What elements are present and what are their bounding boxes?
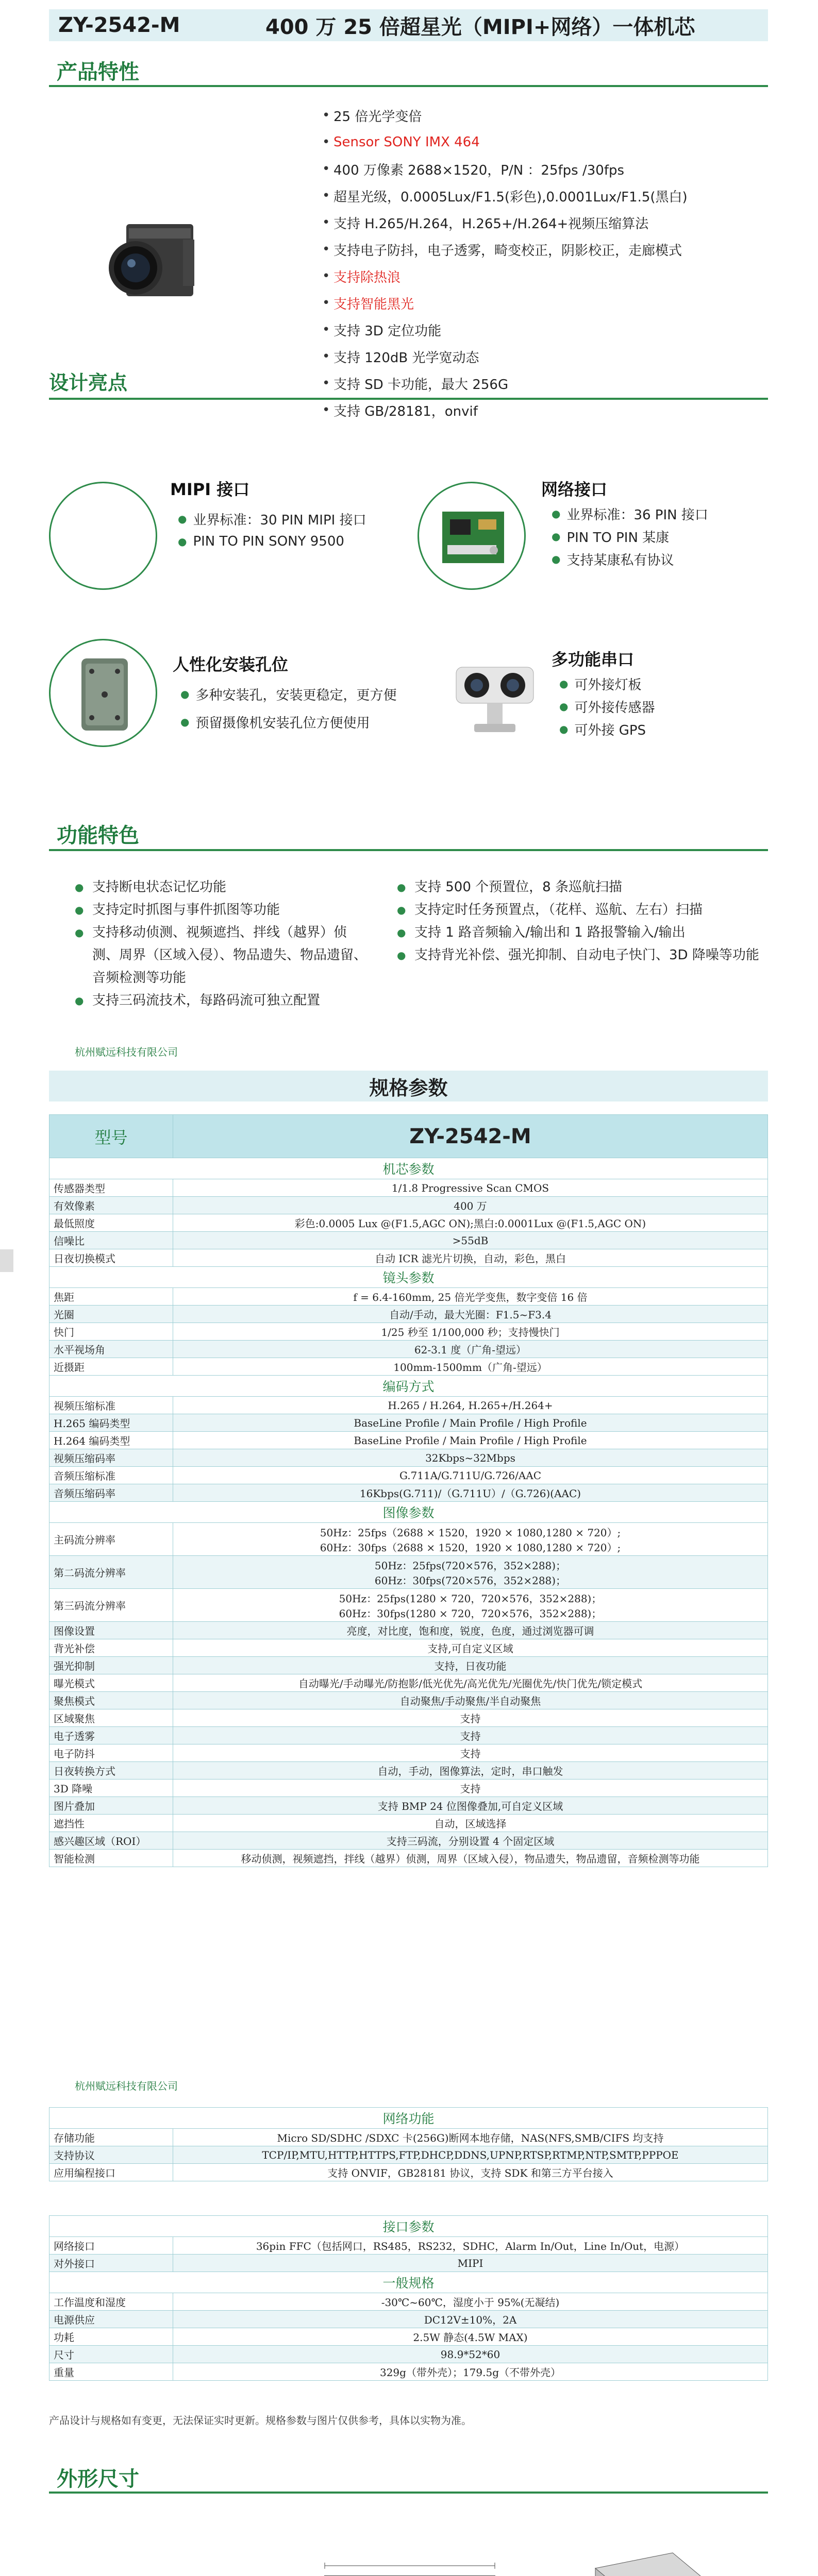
table-row: [49, 1484, 768, 1502]
spec-value: 400 万: [173, 1197, 768, 1214]
serial-list: [559, 672, 655, 740]
spec-key: 日夜转换方式: [49, 1762, 173, 1780]
spec-key: 遮挡性: [49, 1815, 173, 1832]
spec-key: 焦距: [49, 1288, 173, 1306]
spec-key: 支持协议: [49, 2146, 173, 2164]
table-row: [49, 1815, 768, 1832]
function-item: [75, 989, 369, 1012]
spec-key: 视频压缩标准: [49, 1397, 173, 1414]
feature-text: 支持 H.265/H.264，H.265+/H.264+视频压缩算法: [333, 216, 649, 232]
spec-value: 自动/手动，最大光圈：F1.5~F3.4: [173, 1306, 768, 1323]
function-text: 支持定时任务预置点，（花样、巡航、左右）扫描: [414, 902, 703, 918]
feature-text: 支持 SD 卡功能，最大 256G: [333, 377, 509, 393]
header-bar: [49, 9, 768, 41]
spec-value: 自动聚焦/手动聚焦/半自动聚焦: [173, 1692, 768, 1709]
spec-key: 尺寸: [49, 2346, 173, 2363]
table-row: [49, 1397, 768, 1414]
spec-key: H.265 编码类型: [49, 1414, 173, 1432]
spec-key: 视频压缩码率: [49, 1449, 173, 1467]
header-model: ZY-2542-M: [58, 13, 180, 37]
table-row: [49, 1249, 768, 1267]
feature-item: [322, 182, 786, 209]
table-section-header: [49, 2108, 768, 2129]
table-row: [49, 1214, 768, 1232]
spec-key: 感兴趣区域（ROI）: [49, 1832, 173, 1850]
mipi-circle: [49, 482, 157, 590]
feature-text: 支持电子防抖，电子透雾，畸变校正，阴影校正，走廊模式: [333, 243, 682, 259]
function-item: [397, 876, 768, 899]
camera-module-image: [106, 219, 198, 304]
feature-text: Sensor SONY IMX 464: [333, 134, 480, 150]
table-row: [49, 2146, 768, 2164]
section-divider: [49, 849, 768, 851]
feature-text: 支持智能黑光: [333, 296, 414, 312]
table-row: [49, 1622, 768, 1639]
spec-key: 第三码流分辨率: [49, 1589, 173, 1622]
design-highlights-title: 设计亮点: [49, 371, 128, 394]
spec-title: 规格参数: [49, 1071, 768, 1101]
function-list-left: [75, 876, 369, 1012]
spec-key: 图像设置: [49, 1622, 173, 1639]
table-row: [49, 2293, 768, 2311]
table-row: [49, 1341, 768, 1358]
function-text: 支持 500 个预置位，8 条巡航扫描: [414, 879, 622, 895]
bullet-icon: ●: [75, 881, 84, 893]
spec-key: 聚焦模式: [49, 1692, 173, 1709]
table-row: [49, 1232, 768, 1249]
feature-item: [322, 370, 786, 397]
mount-title: 人性化安装孔位: [173, 655, 289, 674]
spec-value: 1/1.8 Progressive Scan CMOS: [173, 1179, 768, 1197]
feature-item: [322, 129, 786, 156]
section-header-cell: 机芯参数: [49, 1158, 768, 1179]
function-text: 支持三码流技术，每路码流可独立配置: [92, 993, 321, 1008]
table-row: [49, 2328, 768, 2346]
bullet-icon: ●: [178, 535, 187, 548]
spec-key: 背光补偿: [49, 1639, 173, 1657]
spec-value: 支持: [173, 1780, 768, 1797]
bullet-icon: ●: [559, 723, 569, 735]
table-row: [49, 2255, 768, 2272]
section-header-cell: 镜头参数: [49, 1267, 768, 1288]
bullet-icon: •: [322, 108, 330, 123]
spec-key: 快门: [49, 1323, 173, 1341]
list-item: ● PIN TO PIN SONY 9500: [178, 534, 344, 549]
list-item: ● PIN TO PIN 某康: [552, 530, 670, 546]
spec-value: BaseLine Profile / Main Profile / High Profile: [173, 1432, 768, 1449]
feature-text: 支持 120dB 光学宽动态: [333, 350, 479, 366]
table-row: [49, 1323, 768, 1341]
table-row: [49, 2363, 768, 2381]
bullet-icon: •: [322, 268, 330, 284]
spec-value: 支持 ONVIF，GB28181 协议，支持 SDK 和第三方平台接入: [173, 2164, 768, 2181]
product-features-title: 产品特性: [57, 60, 139, 84]
table-row: [49, 1832, 768, 1850]
spec-value: 亮度，对比度，饱和度，锐度，色度，通过浏览器可调: [173, 1622, 768, 1639]
camera-3d-image: [564, 2537, 719, 2576]
table-row: [49, 1709, 768, 1727]
bullet-icon: ●: [397, 904, 406, 916]
spec-key: 对外接口: [49, 2255, 173, 2272]
table-section-header: [49, 1267, 768, 1288]
spec-value: 16Kbps(G.711)/（G.711U）/（G.726)(AAC): [173, 1484, 768, 1502]
bullet-icon: •: [322, 402, 330, 418]
serial-title: 多功能串口: [552, 650, 635, 669]
spec-value: Micro SD/SDHC /SDXC 卡(256G)断网本地存储，NAS(NFS,SMB/CIFS 均支持: [173, 2129, 768, 2146]
table-row: [49, 1414, 768, 1432]
table-row: [49, 1556, 768, 1589]
spec-value: 移动侦测，视频遮挡，拌线（越界）侦测，周界（区域入侵），物品遗失，物品遗留，音频检测等功能: [173, 1850, 768, 1867]
feature-text: 超星光级，0.0005Lux/F1.5(彩色),0.0001Lux/F1.5(黑白): [333, 189, 688, 205]
mipi-title: MIPI 接口: [170, 480, 250, 499]
bullet-icon: ●: [75, 994, 84, 1007]
table-row: [49, 1179, 768, 1197]
spec-value: 2.5W 静态(4.5W MAX): [173, 2328, 768, 2346]
spec-value: 自动 ICR 滤光片切换，自动，彩色，黑白: [173, 1249, 768, 1267]
network-board-image: [418, 482, 526, 590]
table-row: [49, 1674, 768, 1692]
function-item: [75, 876, 369, 899]
mount-holes-image: [49, 639, 157, 747]
bullet-icon: •: [322, 322, 330, 337]
section-header-cell: 一般规格: [49, 2272, 768, 2293]
model-value: ZY-2542-M: [173, 1115, 768, 1158]
spec-network-table: [49, 2107, 768, 2181]
function-text: 支持定时抓图与事件抓图等功能: [92, 902, 280, 918]
spec-value: 1/25 秒至 1/100,000 秒；支持慢快门: [173, 1323, 768, 1341]
spec-key: 电子透雾: [49, 1727, 173, 1744]
section-header-cell: 接口参数: [49, 2216, 768, 2237]
bullet-icon: ●: [397, 881, 406, 893]
feature-item: [322, 316, 786, 343]
table-row: [49, 1288, 768, 1306]
section-header-cell: 图像参数: [49, 1502, 768, 1523]
list-item: ● 业界标准：30 PIN MIPI 接口: [178, 512, 366, 528]
feature-item: [322, 209, 786, 236]
list-item: ● 可外接传感器: [559, 700, 655, 716]
table-row: [49, 1432, 768, 1449]
table-row: [49, 1762, 768, 1780]
spec-value: 支持，日夜功能: [173, 1657, 768, 1674]
table-row: [49, 1692, 768, 1709]
spec-value: 支持,可自定义区域: [173, 1639, 768, 1657]
bullet-icon: ●: [75, 904, 84, 916]
feature-text: 支持 GB/28181，onvif: [333, 403, 478, 419]
bullet-icon: ●: [552, 553, 561, 565]
function-item: [397, 944, 768, 967]
table-row: [49, 2164, 768, 2181]
bullet-icon: ●: [178, 513, 187, 525]
table-section-header: [49, 1158, 768, 1179]
function-item: [397, 921, 768, 944]
spec-key: H.264 编码类型: [49, 1432, 173, 1449]
section-header-cell: 编码方式: [49, 1376, 768, 1397]
ptz-camera-image: [446, 647, 544, 739]
feature-item: [322, 343, 786, 370]
spec-value: 支持三码流，分别设置 4 个固定区域: [173, 1832, 768, 1850]
spec-key: 第二码流分辨率: [49, 1556, 173, 1589]
spec-value: 329g（带外壳）；179.5g（不带外壳）: [173, 2363, 768, 2381]
bullet-icon: ●: [559, 700, 569, 713]
table-section-header: [49, 1376, 768, 1397]
function-list-right: [397, 876, 768, 967]
bullet-icon: ●: [397, 949, 406, 961]
function-text: 支持 1 路音频输入/输出和 1 路报警输入/输出: [414, 925, 686, 940]
spec-key: 图片叠加: [49, 1797, 173, 1815]
list-item: ● 可外接 GPS: [559, 722, 646, 738]
network-title: 网络接口: [541, 480, 608, 499]
spec-value: 自动，手动，图像算法，定时，串口触发: [173, 1762, 768, 1780]
spec-value: G.711A/G.711U/G.726/AAC: [173, 1467, 768, 1484]
mount-list: [180, 680, 396, 736]
section-divider: [49, 398, 768, 400]
feature-text: 400 万像素 2688×1520，P/N ：25fps /30fps: [333, 162, 625, 178]
table-row: [49, 2346, 768, 2363]
spec-key: 主码流分辨率: [49, 1523, 173, 1556]
spec-value: 自动，区域选择: [173, 1815, 768, 1832]
spec-key: 音频压缩码率: [49, 1484, 173, 1502]
feature-item: [322, 290, 786, 316]
table-row: [49, 2311, 768, 2328]
bullet-icon: ●: [75, 926, 84, 939]
table-row: [49, 1449, 768, 1467]
section-divider: [49, 2492, 768, 2494]
table-row: [49, 1589, 768, 1622]
spec-value: 50Hz：25fps(720×576，352×288)； 60Hz：30fps(720×576，352×288)；: [173, 1556, 768, 1589]
spec-key: 区域聚焦: [49, 1709, 173, 1727]
spec-key: 有效像素: [49, 1197, 173, 1214]
header-title: 400 万 25 倍超星光（MIPI+网络）一体机芯: [265, 15, 695, 39]
table-row: [49, 1358, 768, 1376]
spec-key: 日夜切换模式: [49, 1249, 173, 1267]
model-row: [49, 1115, 768, 1158]
section-divider: [49, 85, 768, 87]
feature-item: [322, 263, 786, 290]
function-item: [75, 921, 369, 989]
spec-value: H.265 / H.264, H.265+/H.264+: [173, 1397, 768, 1414]
feature-item: [322, 397, 786, 423]
spec-value: 50Hz：25fps(1280 × 720，720×576，352×288)； 60Hz：30fps(1280 × 720，720×576，352×288)；: [173, 1589, 768, 1622]
spec-value: TCP/IP,MTU,HTTP,HTTPS,FTP,DHCP,DDNS,UPNP,RTSP,RTMP,NTP,SMTP,PPPOE: [173, 2146, 768, 2164]
bullet-icon: ●: [552, 507, 561, 520]
side-tab: [0, 1249, 13, 1272]
bullet-icon: •: [322, 134, 330, 150]
spec-value: 50Hz：25fps（2688 × 1520，1920 × 1080,1280 × 720）; 60Hz：30fps（2688 × 1520，1920 × 1080,1280 × 720）;: [173, 1523, 768, 1556]
table-section-header: [49, 2216, 768, 2237]
feature-text: 25 倍光学变倍: [333, 109, 422, 125]
feature-text: 支持 3D 定位功能: [333, 323, 442, 339]
spec-key: 智能检测: [49, 1850, 173, 1867]
table-row: [49, 1850, 768, 1867]
feature-item: [322, 102, 786, 129]
bullet-icon: •: [322, 215, 330, 230]
spec-value: 支持 BMP 24 位图像叠加,可自定义区域: [173, 1797, 768, 1815]
spec-key: 音频压缩标准: [49, 1467, 173, 1484]
spec-key: 工作温度和湿度: [49, 2293, 173, 2311]
table-row: [49, 2237, 768, 2255]
spec-key: 应用编程接口: [49, 2164, 173, 2181]
spec-value: 自动曝光/手动曝光/防抱影/低光优先/高光优先/光圈优先/快门优先/锁定模式: [173, 1674, 768, 1692]
spec-value: -30℃~60℃，湿度小于 95%(无凝结): [173, 2293, 768, 2311]
spec-key: 光圈: [49, 1306, 173, 1323]
spec-value: BaseLine Profile / Main Profile / High Profile: [173, 1414, 768, 1432]
table-section-header: [49, 2272, 768, 2293]
list-item: ● 业界标准：36 PIN 接口: [552, 507, 708, 523]
spec-value: 100mm-1500mm（广角-望远）: [173, 1358, 768, 1376]
spec-value: 98.9*52*60: [173, 2346, 768, 2363]
spec-value: >55dB: [173, 1232, 768, 1249]
model-label: 型号: [49, 1115, 173, 1158]
spec-value: 支持: [173, 1709, 768, 1727]
bullet-icon: ●: [552, 530, 561, 543]
bullet-icon: •: [322, 349, 330, 364]
company-name: 杭州赋远科技有限公司: [75, 2080, 178, 2092]
table-row: [49, 1306, 768, 1323]
spec-value: 彩色:0.0005 Lux @(F1.5,AGC ON);黑白:0.0001Lux @(F1.5,AGC ON): [173, 1214, 768, 1232]
table-row: [49, 1797, 768, 1815]
function-text: 支持断电状态记忆功能: [92, 879, 227, 895]
bullet-icon: •: [322, 242, 330, 257]
product-feature-list: [322, 102, 786, 423]
spec-key: 电源供应: [49, 2311, 173, 2328]
network-list: [552, 502, 708, 570]
spec-value: 支持: [173, 1727, 768, 1744]
table-section-header: [49, 1502, 768, 1523]
table-row: [49, 1523, 768, 1556]
spec-main-table: [49, 1114, 768, 1867]
list-item: ● 预留摄像机安装孔位方便使用: [180, 715, 370, 731]
spec-value: 62-3.1 度（广角-望远）: [173, 1341, 768, 1358]
spec-value: DC12V±10%，2A: [173, 2311, 768, 2328]
mipi-list: [178, 507, 366, 553]
table-row: [49, 1727, 768, 1744]
table-row: [49, 1467, 768, 1484]
spec-value: 32Kbps~32Mbps: [173, 1449, 768, 1467]
bullet-icon: •: [322, 376, 330, 391]
function-item: [75, 899, 369, 921]
feature-text: 支持除热浪: [333, 269, 401, 285]
spec-key: 近摄距: [49, 1358, 173, 1376]
spec-key: 曝光模式: [49, 1674, 173, 1692]
spec-key: 水平视场角: [49, 1341, 173, 1358]
function-text: 支持背光补偿、强光抑制、自动电子快门、3D 降噪等功能: [414, 947, 759, 963]
spec-key: 网络接口: [49, 2237, 173, 2255]
feature-item: [322, 156, 786, 182]
spec-key: 3D 降噪: [49, 1780, 173, 1797]
spec-key: 重量: [49, 2363, 173, 2381]
table-row: [49, 1639, 768, 1657]
spec-value: 36pin FFC（包括网口，RS485，RS232，SDHC，Alarm In/Out，Line In/Out，电源）: [173, 2237, 768, 2255]
function-features-title: 功能特色: [57, 824, 139, 848]
company-name: 杭州赋远科技有限公司: [75, 1046, 178, 1058]
function-item: [397, 899, 768, 921]
top-view-drawing: [314, 2555, 510, 2576]
spec-value: f = 6.4-160mm, 25 倍光学变焦，数字变倍 16 倍: [173, 1288, 768, 1306]
spec-key: 功耗: [49, 2328, 173, 2346]
table-row: [49, 1744, 768, 1762]
spec-key: 强光抑制: [49, 1657, 173, 1674]
section-header-cell: 网络功能: [49, 2108, 768, 2129]
spec-key: 存储功能: [49, 2129, 173, 2146]
table-row: [49, 2129, 768, 2146]
table-row: [49, 1657, 768, 1674]
dimensions-title: 外形尺寸: [57, 2467, 139, 2491]
spec-value: 支持: [173, 1744, 768, 1762]
feature-item: [322, 236, 786, 263]
spec-interface-table: [49, 2215, 768, 2381]
spec-value: MIPI: [173, 2255, 768, 2272]
list-item: ● 多种安装孔，安装更稳定，更方便: [180, 687, 397, 703]
bullet-icon: •: [322, 295, 330, 311]
disclaimer-note: 产品设计与规格如有变更，无法保证实时更新。规格参数与图片仅供参考，具体以实物为准。: [49, 2414, 472, 2427]
spec-key: 信噪比: [49, 1232, 173, 1249]
bullet-icon: ●: [180, 688, 190, 700]
bullet-icon: •: [322, 188, 330, 204]
list-item: ● 支持某康私有协议: [552, 552, 674, 568]
spec-key: 最低照度: [49, 1214, 173, 1232]
spec-key: 电子防抖: [49, 1744, 173, 1762]
table-row: [49, 1197, 768, 1214]
bullet-icon: ●: [559, 677, 569, 690]
bullet-icon: ●: [397, 926, 406, 939]
bullet-icon: •: [322, 161, 330, 177]
function-text: 支持移动侦测、视频遮挡、拌线（越界）侦测、周界（区域入侵）、物品遗失、物品遗留、音频检测等功能: [92, 925, 368, 986]
list-item: ● 可外接灯板: [559, 677, 642, 693]
spec-key: 传感器类型: [49, 1179, 173, 1197]
bullet-icon: ●: [180, 716, 190, 728]
table-row: [49, 1780, 768, 1797]
